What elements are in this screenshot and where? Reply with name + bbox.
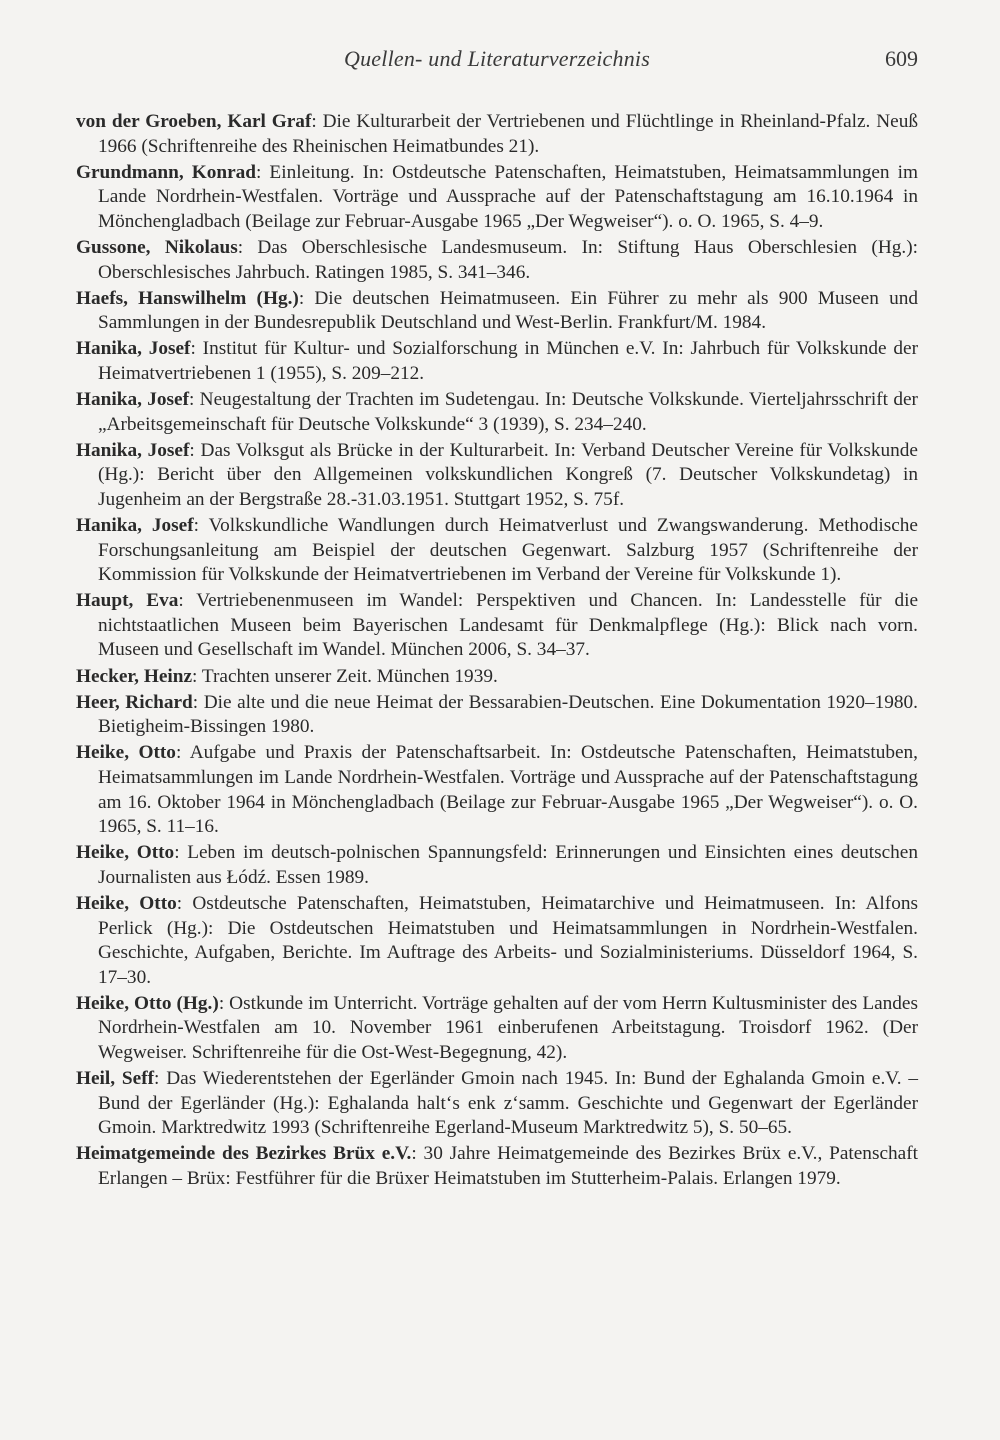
entry-author: Grundmann, Konrad — [76, 161, 257, 183]
bibliography-entry — [76, 388, 918, 437]
entry-text: : Vertriebenenmuseen im Wandel: Perspektiven und Chancen. In: Landesstelle für die nichtstaatlichen Museen beim Bayerischen Landesamt für Denkmalpflege (Hg.): Blick nach vorn. Museen und Gesellschaft im Wandel. München 2006, S. 34–37. — [98, 590, 918, 661]
entry-text: : Volkskundliche Wandlungen durch Heimatverlust und Zwangswanderung. Methodische Forschungsanleitung am Beispiel der deutschen Gegenwart. Salzburg 1957 (Schriftenreihe der Kommission für Volkskunde der Heimatvertriebenen im Verband der Vereine für Volkskunde 1). — [98, 515, 918, 586]
entry-text: : Neugestaltung der Trachten im Sudetengau. In: Deutsche Volkskunde. Vierteljahrsschrift der „Arbeitsgemeinschaft für Deutsche Volkskunde“ 3 (1939), S. 234–240. — [98, 389, 918, 435]
entry-text: : Leben im deutsch-polnischen Spannungsfeld: Erinnerungen und Einsichten eines deutschen Journalisten aus Łódź. Essen 1989. — [98, 842, 918, 888]
entry-author: Haefs, Hanswilhelm (Hg.) — [76, 287, 299, 309]
entry-author: Heike, Otto — [76, 892, 177, 914]
entry-text: : Die Kulturarbeit der Vertriebenen und Flüchtlinge in Rheinland-Pfalz. Neuß 1966 (Schriftenreihe des Rheinischen Heimatbundes 21). — [98, 111, 918, 157]
entry-text: : Ostdeutsche Patenschaften, Heimatstuben, Heimatarchive und Heimatmuseen. In: Alfons Perlick (Hg.): Die Ostdeutschen Heimatstuben und Heimatsammlungen in Nordrhein-Westfalen. Geschichte, Aufgaben, Berichte. Im Auftrage des Arbeits- und Sozialministeriums. Düsseldorf 1964, S. 17–30. — [98, 892, 918, 988]
running-header-title: Quellen- und Literaturverzeichnis — [344, 46, 650, 71]
entry-text: : Das Oberschlesische Landesmuseum. In: Stiftung Haus Oberschlesien (Hg.): Oberschlesisches Jahrbuch. Ratingen 1985, S. 341–346. — [98, 236, 918, 283]
running-header — [76, 46, 918, 80]
bibliography-entry — [76, 589, 918, 663]
bibliography-entry — [76, 236, 918, 285]
entry-text: : Aufgabe und Praxis der Patenschaftsarbeit. In: Ostdeutsche Patenschaften, Heimatstuben, Heimatsammlungen im Lande Nordrhein-Westfalen. Vorträge und Aussprache auf der Patenschaftstagung am 16. Oktober 1964 in Mönchengladbach (Beilage zur Februar-Ausgabe 1965 „Der Wegweiser“). o. O. 1965, S. 11–16. — [98, 742, 918, 838]
entry-text: : Das Wiederentstehen der Egerländer Gmoin nach 1945. In: Bund der Eghalanda Gmoin e.V. – Bund der Egerländer (Hg.): Eghalanda halt‘s enk z‘samm. Geschichte und Gegenwart der Egerländer Gmoin. Marktredwitz 1993 (Schriftenreihe Egerland-Museum Marktredwitz 5), S. 50–65. — [98, 1068, 918, 1139]
bibliography-entry — [76, 287, 918, 336]
bibliography-entry — [76, 514, 918, 588]
entry-text: : 30 Jahre Heimatgemeinde des Bezirkes Brüx e.V., Patenschaft Erlangen – Brüx: Festführer für die Brüxer Heimatstuben im Stutterheim-Palais. Erlangen 1979. — [98, 1143, 918, 1189]
bibliography-entry — [76, 1067, 918, 1141]
bibliography-entry — [76, 1142, 918, 1191]
bibliography-entry — [76, 439, 918, 513]
entry-text: : Die deutschen Heimatmuseen. Ein Führer zu mehr als 900 Museen und Sammlungen in der Bundesrepublik Deutschland und West-Berlin. Frankfurt/M. 1984. — [98, 287, 918, 334]
entry-author: Hanika, Josef — [76, 338, 191, 360]
entry-text: : Trachten unserer Zeit. München 1939. — [192, 665, 498, 687]
bibliography-entry — [76, 665, 918, 690]
entry-author: von der Groeben, Karl Graf — [76, 111, 312, 132]
entry-author: Gussone, Nikolaus — [76, 236, 238, 258]
page-number: 609 — [885, 46, 918, 71]
bibliography-entry — [76, 841, 918, 890]
bibliography-entry — [76, 691, 918, 740]
entry-text: : Das Volksgut als Brücke in der Kulturarbeit. In: Verband Deutscher Vereine für Volkskunde (Hg.): Bericht über den Allgemeinen volkskundlichen Kongreß (7. Deutscher Volkskundetag) in Jugenheim an der Bergstraße 28.-31.03.1951. Stuttgart 1952, S. 75f. — [98, 439, 918, 510]
bibliography-entry — [76, 110, 918, 159]
entry-author: Heimatgemeinde des Bezirkes Brüx e.V. — [76, 1143, 412, 1165]
entry-author: Hanika, Josef — [76, 515, 194, 536]
entry-author: Hanika, Josef — [76, 439, 190, 461]
entry-author: Hecker, Heinz — [76, 665, 193, 687]
bibliography-list — [76, 110, 918, 1192]
entry-text: : Ostkunde im Unterricht. Vorträge gehalten auf der vom Herrn Kultusminister des Landes Nordrhein-Westfalen am 10. November 1961 einberufenen Arbeitstagung. Troisdorf 1962. (Der Wegweiser. Schriftenreihe für die Ost-West-Begegnung, 42). — [98, 992, 918, 1063]
bibliography-entry — [76, 161, 918, 235]
bibliography-entry — [76, 992, 918, 1066]
entry-author: Heil, Seff — [76, 1068, 155, 1090]
entry-author: Heer, Richard — [76, 691, 193, 713]
entry-text: : Institut für Kultur- und Sozialforschung in München e.V. In: Jahrbuch für Volkskunde der Heimatvertriebenen 1 (1955), S. 209–212. — [98, 338, 918, 384]
bibliography-entry — [76, 741, 918, 839]
bibliography-entry — [76, 337, 918, 386]
entry-author: Heike, Otto — [76, 742, 176, 764]
entry-author: Hanika, Josef — [76, 389, 189, 411]
entry-text: : Einleitung. In: Ostdeutsche Patenschaften, Heimatstuben, Heimatsammlungen im Lande Nordrhein-Westfalen. Vorträge und Aussprache auf der Patenschaftstagung am 16.10.1964 in Mönchengladbach (Beilage zur Februar-Ausgabe 1965 „Der Wegweiser“). o. O. 1965, S. 4–9. — [98, 161, 918, 232]
bibliography-entry — [76, 892, 918, 990]
entry-author: Heike, Otto (Hg.) — [76, 992, 219, 1014]
entry-author: Heike, Otto — [76, 842, 175, 864]
entry-text: : Die alte und die neue Heimat der Bessarabien-Deutschen. Eine Dokumentation 1920–1980. Bietigheim-Bissingen 1980. — [98, 691, 918, 738]
entry-author: Haupt, Eva — [76, 590, 179, 612]
